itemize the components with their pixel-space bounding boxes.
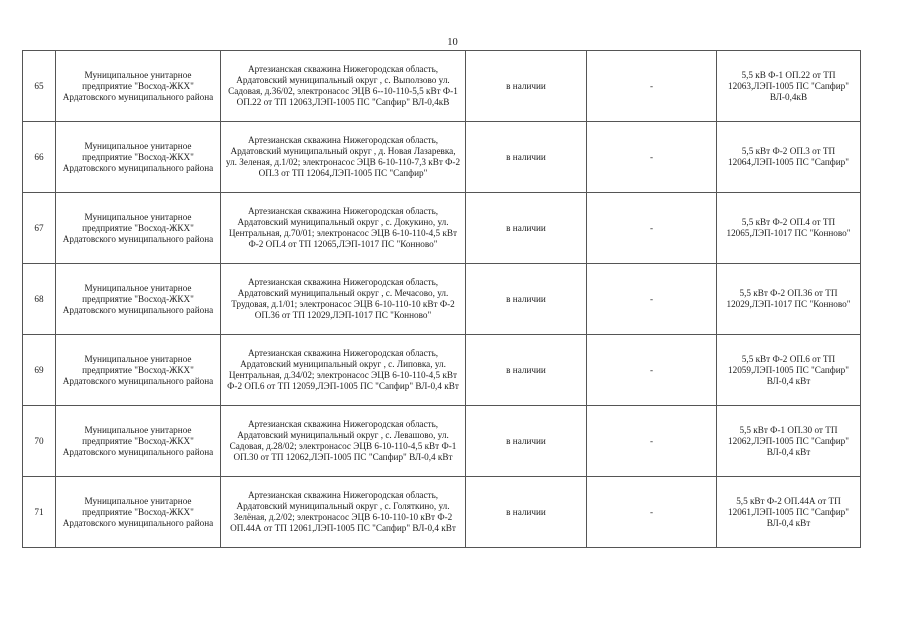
empty-value-cell: - xyxy=(587,406,717,477)
row-number-cell: 68 xyxy=(23,264,56,335)
table-row xyxy=(23,264,861,335)
object-description-cell: Артезианская скважина Нижегородская область, Ардатовский муниципальный округ , д. Новая Лазаревка, ул. Зеленая, д.1/02; электронасос ЭЦВ 6-10-110-7,3 кВт Ф-2 ОП.3 от ТП 12064,ЛЭП-1005 ПС "Сапфир" xyxy=(221,122,466,193)
power-supply-cell: 5,5 кВт Ф-2 ОП.44А от ТП 12061,ЛЭП-1005 ПС "Сапфир" ВЛ-0,4 кВт xyxy=(717,477,861,548)
table-row xyxy=(23,193,861,264)
organization-cell: Муниципальное унитарное предприятие "Восход-ЖКХ" Ардатовского муниципального района xyxy=(56,264,221,335)
object-description-cell: Артезианская скважина Нижегородская область, Ардатовский муниципальный округ , с. Голяткино, ул. Зелёная, д.2/02; электронасос ЭЦВ 6-10-110-10 кВт Ф-2 ОП.44А от ТП 12061,ЛЭП-1005 ПС "Сапфир" ВЛ-0,4 кВт xyxy=(221,477,466,548)
availability-cell: в наличии xyxy=(466,335,587,406)
object-description-cell: Артезианская скважина Нижегородская область, Ардатовский муниципальный округ , с. Выползово ул. Садовая, д.36/02, электронасос ЭЦВ 6--10-110-5,5 кВт Ф-1 ОП.22 от ТП 12063,ЛЭП-1005 ПС "Сапфир" ВЛ-0,4кВ xyxy=(221,51,466,122)
availability-cell: в наличии xyxy=(466,51,587,122)
table-row xyxy=(23,51,861,122)
empty-value-cell: - xyxy=(587,264,717,335)
table-row xyxy=(23,335,861,406)
row-number-cell: 71 xyxy=(23,477,56,548)
table-row xyxy=(23,406,861,477)
availability-cell: в наличии xyxy=(466,406,587,477)
power-supply-cell: 5,5 кВт Ф-1 ОП.30 от ТП 12062,ЛЭП-1005 ПС "Сапфир" ВЛ-0,4 кВт xyxy=(717,406,861,477)
organization-cell: Муниципальное унитарное предприятие "Восход-ЖКХ" Ардатовского муниципального района xyxy=(56,193,221,264)
power-supply-cell: 5,5 кВт Ф-2 ОП.4 от ТП 12065,ЛЭП-1017 ПС "Конново" xyxy=(717,193,861,264)
object-description-cell: Артезианская скважина Нижегородская область, Ардатовский муниципальный округ , с. Липовка, ул. Центральная, д.34/02; электронасос ЭЦВ 6-10-110-4,5 кВт Ф-2 ОП.6 от ТП 12059,ЛЭП-1005 ПС "Сапфир" ВЛ-0,4 кВт xyxy=(221,335,466,406)
page-number: 10 xyxy=(447,37,458,48)
power-supply-cell: 5,5 кВ Ф-1 ОП.22 от ТП 12063,ЛЭП-1005 ПС "Сапфир" ВЛ-0,4кВ xyxy=(717,51,861,122)
empty-value-cell: - xyxy=(587,122,717,193)
empty-value-cell: - xyxy=(587,51,717,122)
organization-cell: Муниципальное унитарное предприятие "Восход-ЖКХ" Ардатовского муниципального района xyxy=(56,477,221,548)
availability-cell: в наличии xyxy=(466,122,587,193)
empty-value-cell: - xyxy=(587,477,717,548)
object-description-cell: Артезианская скважина Нижегородская область, Ардатовский муниципальный округ , с. Левашово, ул. Садовая, д.28/02; электронасос ЭЦВ 6-10-110-4,5 кВт Ф-1 ОП.30 от ТП 12062,ЛЭП-1005 ПС "Сапфир" ВЛ-0,4 кВт xyxy=(221,406,466,477)
availability-cell: в наличии xyxy=(466,264,587,335)
availability-cell: в наличии xyxy=(466,477,587,548)
power-supply-cell: 5,5 кВт Ф-2 ОП.3 от ТП 12064,ЛЭП-1005 ПС "Сапфир" xyxy=(717,122,861,193)
organization-cell: Муниципальное унитарное предприятие "Восход-ЖКХ" Ардатовского муниципального района xyxy=(56,406,221,477)
row-number-cell: 65 xyxy=(23,51,56,122)
table-row xyxy=(23,122,861,193)
table-row xyxy=(23,477,861,548)
row-number-cell: 66 xyxy=(23,122,56,193)
power-supply-cell: 5,5 кВт Ф-2 ОП.6 от ТП 12059,ЛЭП-1005 ПС "Сапфир" ВЛ-0,4 кВт xyxy=(717,335,861,406)
row-number-cell: 67 xyxy=(23,193,56,264)
object-description-cell: Артезианская скважина Нижегородская область, Ардатовский муниципальный округ , с. Докукино, ул. Центральная, д.70/01; электронасос ЭЦВ 6-10-110-4,5 кВт Ф-2 ОП.4 от ТП 12065,ЛЭП-1017 ПС "Конново" xyxy=(221,193,466,264)
registry-table xyxy=(22,50,861,548)
empty-value-cell: - xyxy=(587,335,717,406)
availability-cell: в наличии xyxy=(466,193,587,264)
organization-cell: Муниципальное унитарное предприятие "Восход-ЖКХ" Ардатовского муниципального района xyxy=(56,51,221,122)
row-number-cell: 70 xyxy=(23,406,56,477)
power-supply-cell: 5,5 кВт Ф-2 ОП.36 от ТП 12029,ЛЭП-1017 ПС "Конново" xyxy=(717,264,861,335)
empty-value-cell: - xyxy=(587,193,717,264)
organization-cell: Муниципальное унитарное предприятие "Восход-ЖКХ" Ардатовского муниципального района xyxy=(56,335,221,406)
organization-cell: Муниципальное унитарное предприятие "Восход-ЖКХ" Ардатовского муниципального района xyxy=(56,122,221,193)
object-description-cell: Артезианская скважина Нижегородская область, Ардатовский муниципальный округ , с. Мечасово, ул. Трудовая, д.1/01; электронасос ЭЦВ 6-10-110-10 кВт Ф-2 ОП.36 от ТП 12029,ЛЭП-1017 ПС "Конново" xyxy=(221,264,466,335)
row-number-cell: 69 xyxy=(23,335,56,406)
